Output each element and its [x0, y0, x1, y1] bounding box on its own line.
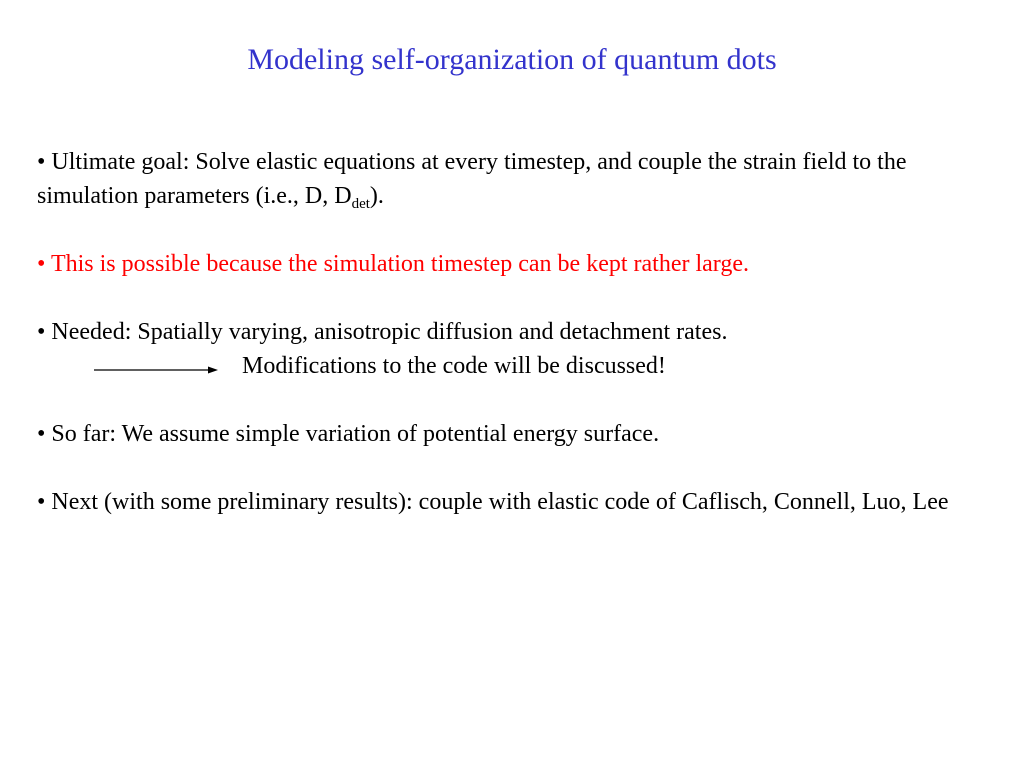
bullet-marker: • [37, 489, 46, 515]
spacer [37, 383, 1007, 417]
bullet-so-far [37, 417, 1007, 451]
slide-body [37, 145, 1007, 519]
bullet-ultimate-goal [37, 145, 1007, 213]
slide-title: Modeling self-organization of quantum dots [247, 43, 777, 76]
bullet-text: Needed: Spatially varying, anisotropic diffusion and detachment rates. [45, 319, 728, 345]
spacer [37, 451, 1007, 485]
bullet-next [37, 485, 1007, 519]
bullet-text: This is possible because the simulation timestep can be kept rather large. [45, 251, 749, 277]
bullet-needed [37, 315, 1007, 349]
spacer [37, 281, 1007, 315]
modifications-note: Modifications to the code will be discussed! [242, 353, 666, 379]
bullet-text: Ultimate goal: Solve elastic equations at every timestep, and couple the strain field to the simulation parameters (i.e., D, D [37, 149, 907, 209]
bullet-marker: • [37, 251, 46, 277]
bullet-timestep [37, 247, 1007, 281]
bullet-text-end: ). [369, 183, 384, 209]
bullet-marker: • [37, 421, 46, 447]
subscript-det: det [351, 196, 370, 212]
bullet-marker: • [37, 319, 46, 345]
right-arrow-icon [94, 365, 218, 375]
bullet-marker: • [37, 149, 46, 175]
arrow-line [37, 349, 1007, 383]
bullet-text: Next (with some preliminary results): couple with elastic code of Caflisch, Connell, Luo, Lee [45, 489, 949, 515]
bullet-text: So far: We assume simple variation of potential energy surface. [45, 421, 660, 447]
spacer [37, 213, 1007, 247]
